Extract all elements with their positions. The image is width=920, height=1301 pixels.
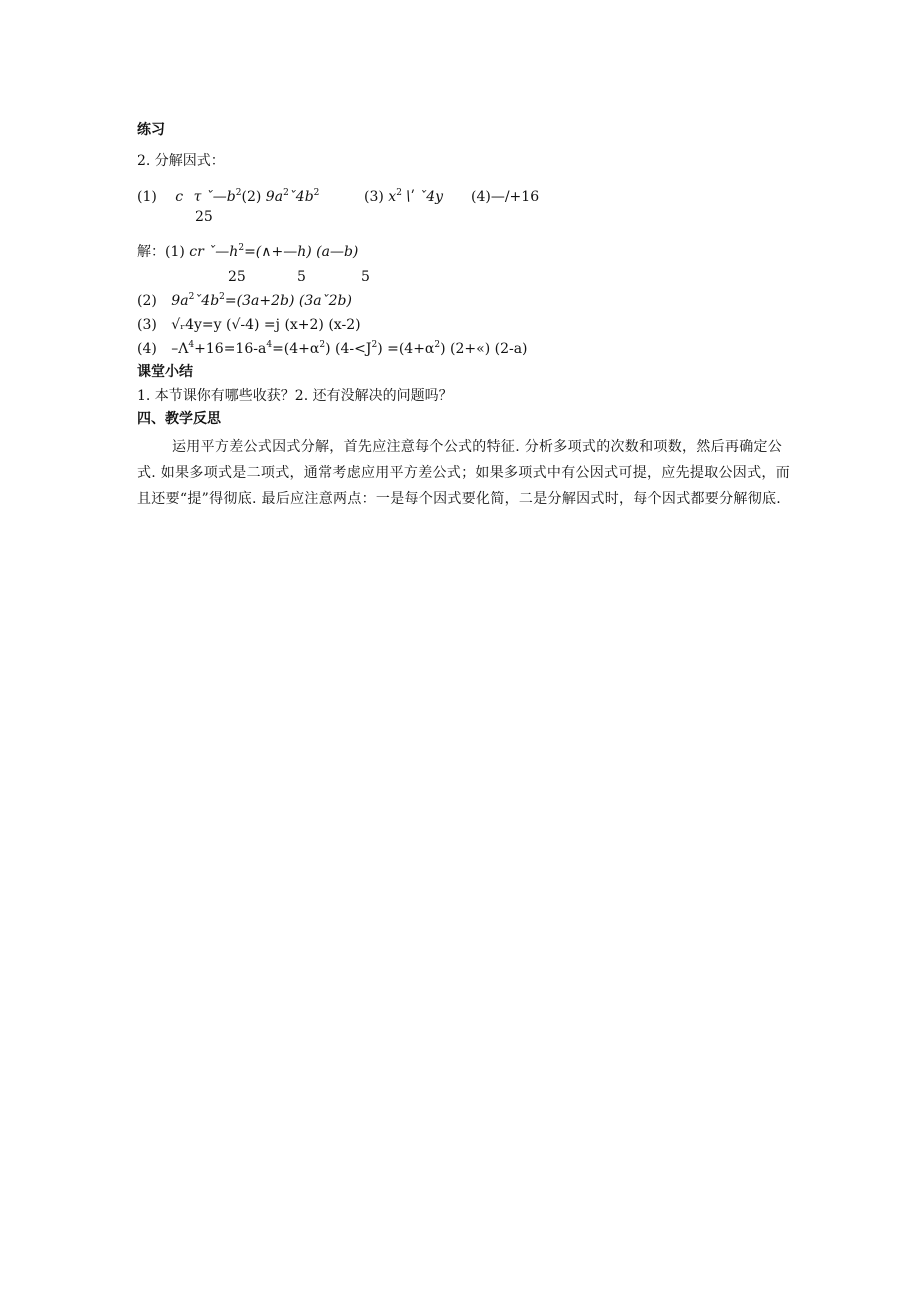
- sol-1-expr-b: ˇ—h: [208, 244, 239, 260]
- question-row-right: [364, 187, 443, 207]
- q-part-1-expr-b: τ: [193, 189, 202, 205]
- sol-1-sup: 2: [238, 243, 245, 253]
- q-part-2-label: (2): [241, 189, 262, 205]
- sol-4-expr-d: ) (4-<J: [325, 341, 372, 357]
- q-part-4-expr: —/+16: [490, 189, 540, 205]
- reflection-paragraph: 运用平方差公式因式分解，首先应注意每个公式的特征. 分析多项式的次数和项数，然后再确定公式. 如果多项式是二项式，通常考虑应用平方差公式；如果多项式中有公因式可提，应先提取公因式，而且还要“提”得彻底. 最后应注意两点：一是每个因式要化简，二是分解因式时，每个因式都要分解彻底.: [137, 439, 790, 507]
- sol-2-expr-b: ˇ4b: [194, 293, 220, 309]
- sol-2-sup-a: 2: [188, 292, 195, 302]
- sol-2-num: (2): [137, 293, 157, 309]
- sol-3-expr: √ᵣ4y=y (√-4) =j (x+2) (x-2): [171, 317, 361, 333]
- sol-4-expr-a: –Λ: [171, 341, 189, 357]
- solution-line-4: [137, 339, 528, 359]
- q-part-3-tail: ∖ʹ ˇ4y: [401, 189, 444, 205]
- q-part-1-expr-c: ˇ—b: [205, 189, 236, 205]
- question-row: [137, 187, 319, 207]
- q-part-3-label: (3): [364, 189, 384, 205]
- summary-text: 1. 本节课你有哪些收获？2. 还有没解决的问题吗？: [137, 388, 453, 404]
- sol-1-expr-c: =(∧+—h) (a—b): [244, 244, 359, 260]
- sol-2-sup-b: 2: [219, 292, 225, 302]
- q-part-3-sup: 2: [396, 188, 402, 198]
- sol-4-sup-a: 4: [188, 340, 195, 350]
- solution-line-3: [137, 315, 361, 335]
- q-part-1-sup: 2: [235, 188, 242, 198]
- sol-1-den-1: 25: [228, 269, 246, 285]
- sol-4-num: (4): [137, 341, 157, 357]
- q-part-1-expr-a: c: [175, 189, 184, 205]
- question-part-4: [471, 187, 539, 207]
- q-part-2-tail: ˇ4b: [288, 189, 314, 205]
- sol-4-expr-c: =(4+α: [272, 341, 320, 357]
- q-part-2-expr: 9a: [265, 189, 284, 205]
- sol-4-expr-b: +16=16-a: [194, 341, 267, 357]
- sol-1-den-3: 5: [361, 269, 370, 285]
- q-part-3-expr: x: [388, 189, 397, 205]
- section-practice-heading: 练习: [137, 122, 165, 138]
- sol-4-sup-e: 2: [434, 340, 441, 350]
- solution-line-1: [137, 242, 358, 262]
- sol-1-num: (1): [165, 244, 185, 260]
- q-part-1-denominator: 25: [195, 209, 213, 225]
- sol-1-den-2: 5: [297, 269, 306, 285]
- sol-4-expr-e: ) =(4+α: [377, 341, 435, 357]
- sol-4-sup-d: 2: [371, 340, 378, 350]
- sol-1-expr-a: cr: [189, 244, 204, 260]
- sol-2-expr-d: ˇ2b): [321, 293, 352, 309]
- q-part-2-sup-b: 2: [313, 188, 320, 198]
- sol-3-num: (3): [137, 317, 157, 333]
- solution-label: 解：: [137, 244, 165, 260]
- section-reflection-heading: 四、教学反思: [137, 411, 221, 427]
- q-part-4-label: (4): [471, 189, 491, 205]
- section-summary-heading: 课堂小结: [137, 364, 193, 380]
- sol-2-expr-c: =(3a+2b) (3a: [224, 293, 322, 309]
- q-part-2-sup: 2: [283, 188, 289, 198]
- q-part-1-label: (1): [137, 189, 157, 205]
- solution-line-2: [137, 291, 352, 311]
- question-2-title: 2. 分解因式：: [137, 153, 225, 169]
- sol-4-sup-c: 2: [319, 340, 326, 350]
- sol-4-expr-f: ) (2+«) (2-a): [440, 341, 528, 357]
- sol-2-expr-a: 9a: [171, 293, 189, 309]
- sol-4-sup-b: 4: [266, 340, 273, 350]
